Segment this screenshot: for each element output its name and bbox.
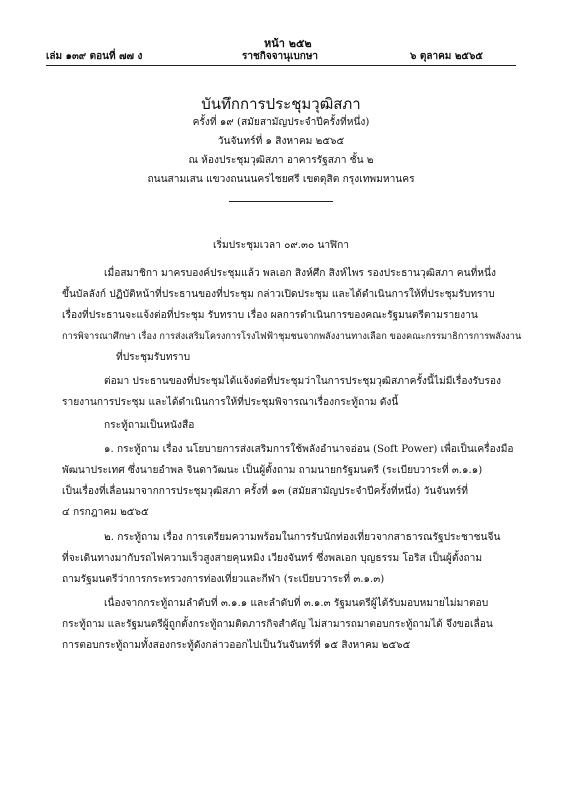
volume-info: เล่ม ๑๓๙ ตอนที่ ๗๗ ง [46, 51, 143, 62]
session-line: ครั้งที่ ๑๙ (สมัยสามัญประจำปีครั้งที่หนึ่ง) [192, 117, 370, 128]
header-divider [46, 65, 516, 66]
body-line: การตอบกระทู้ถามทั้งสองกระทู้ดังกล่าวออกไปเป็นวันจันทร์ที่ ๑๕ สิงหาคม ๒๕๖๕ [62, 640, 411, 651]
publication-date: ๖ ตุลาคม ๒๕๖๕ [410, 51, 483, 62]
body-line: ถามรัฐมนตรีว่าการกระทรวงการท่องเที่ยวและกีฬา (ระเบียบวาระที่ ๓.๑.๓) [62, 574, 385, 585]
start-time: เริ่มประชุมเวลา ๐๙.๓๐ นาฬิกา [213, 240, 349, 251]
section-heading: กระทู้ถามเป็นหนังสือ [104, 420, 195, 431]
body-line: ๒. กระทู้ถาม เรื่อง การเตรียมความพร้อมในการรับนักท่องเที่ยวจากสาธารณรัฐประชาชนจีน [104, 532, 501, 543]
body-line: เรื่องที่ประธานจะแจ้งต่อที่ประชุม รับทราบ เรื่อง ผลการดำเนินการของคณะรัฐมนตรีตามรายงาน [62, 310, 478, 321]
document-title: บันทึกการประชุมวุฒิสภา [201, 95, 361, 113]
venue-address: ถนนสามเสน แขวงถนนนครไชยศรี เขตดุสิต กรุงเทพมหานคร [147, 174, 415, 185]
meeting-venue: ณ ห้องประชุมวุฒิสภา อาคารรัฐสภา ชั้น ๒ [188, 155, 374, 166]
body-line: เป็นเรื่องที่เลื่อนมาจากการประชุมวุฒิสภา ครั้งที่ ๑๓ (สมัยสามัญประจำปีครั้งที่หนึ่ง) วันจันทร์ที่ [62, 486, 469, 497]
body-line: ขึ้นบัลลังก์ ปฏิบัติหน้าที่ประธานของที่ประชุม กล่าวเปิดประชุม และได้ดำเนินการให้ที่ประชุมรับทราบ [62, 289, 495, 300]
body-line: ๔ กรกฎาคม ๒๕๖๕ [62, 507, 149, 518]
body-line: ที่ประชุมรับทราบ [116, 352, 191, 363]
body-line: ต่อมา ประธานของที่ประชุมได้แจ้งต่อที่ประชุมว่าในการประชุมวุฒิสภาครั้งนี้ไม่มีเรื่องรับรอง [104, 376, 501, 387]
body-line: ๑. กระทู้ถาม เรื่อง นโยบายการส่งเสริมการใช้พลังอำนาจอ่อน (Soft Power) เพื่อเป็นเครื่องมือ [104, 444, 514, 455]
page-number: หน้า ๒๕๒ [264, 37, 312, 50]
body-line: เนื่องจากกระทู้ถามลำดับที่ ๓.๑.๑ และลำดับที่ ๓.๑.๓ รัฐมนตรีผู้ได้รับมอบหมายไม่มาตอบ [104, 598, 489, 609]
title-divider [229, 201, 333, 202]
body-line: รายงานการประชุม และได้ดำเนินการให้ที่ประชุมพิจารณาเรื่องกระทู้ถาม ดังนี้ [62, 397, 399, 408]
body-line: การพิจารณาศึกษา เรื่อง การส่งเสริมโครงการโรงไฟฟ้าชุมชนจากพลังงานทางเลือก ของคณะกรรมาธิการการพลังงาน [62, 331, 522, 342]
body-line: ที่จะเดินทางมากับรถไฟความเร็วสูงสายคุนหมิง เวียงจันทร์ ซึ่งพลเอก บุญธรรม โอริส เป็นผู้ตั้งถาม [62, 553, 483, 564]
publication-name: ราชกิจจานุเบกษา [242, 51, 319, 62]
body-line: เมื่อสมาชิกา มาครบองค์ประชุมแล้ว พลเอก สิงห์ศึก สิงห์ไพร รองประธานวุฒิสภา คนที่หนึ่ง [104, 268, 496, 279]
body-line: พัฒนาประเทศ ซึ่งนายอำพล จินดาวัฒนะ เป็นผู้ตั้งถาม ถามนายกรัฐมนตรี (ระเบียบวาระที่ ๓.๑.๑) [62, 465, 483, 476]
meeting-date: วันจันทร์ที่ ๑ สิงหาคม ๒๕๖๕ [217, 136, 345, 147]
body-line: กระทู้ถาม และรัฐมนตรีผู้ถูกตั้งกระทู้ถามติดภารกิจสำคัญ ไม่สามารถมาตอบกระทู้ถามได้ จึงขอเลื่อน [62, 619, 493, 630]
